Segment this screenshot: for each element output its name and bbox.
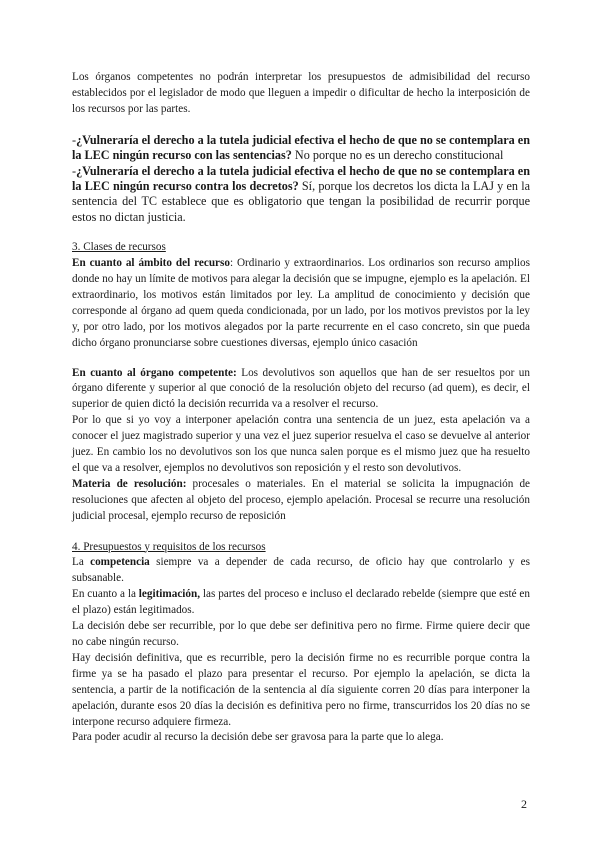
organo-text: Los devolutivos son aquellos que han de ser resueltos por un órgano diferente y superior al que conoció de la resolución objeto del recurso (ad quem), es decir, el superior de quien dictó la decisión recurrida va a resolver el recurso. xyxy=(72,366,530,411)
spacer xyxy=(72,525,530,540)
legitimacion-pre: En cuanto a la xyxy=(72,588,139,601)
competencia-label: competencia xyxy=(90,556,150,569)
section-3-heading: 3. Clases de recursos xyxy=(72,241,166,254)
section-4-heading: 4. Presupuestos y requisitos de los recursos xyxy=(72,540,266,553)
legitimacion-label: legitimación, xyxy=(138,588,201,601)
question-2-answer: Sí, porque los decretos los dicta la LAJ y en la sentencia del TC establece que es obligatorio que tengan la posibilidad de recurrir porque estos no dictan justicia. xyxy=(72,178,530,224)
legitimacion-text: las partes del proceso e incluso el declarado rebelde (siempre que esté en el plazo) están legitimados. xyxy=(72,588,530,617)
gravosa-paragraph: Para poder acudir al recurso la decisión debe ser gravosa para la parte que lo alega. xyxy=(72,731,444,744)
question-1-answer: No porque no es un derecho constitucional xyxy=(291,148,504,163)
organo-paragraph xyxy=(72,366,530,414)
question-2 xyxy=(72,164,530,226)
materia-paragraph xyxy=(72,477,530,525)
organo-label: En cuanto al órgano competente: xyxy=(72,366,237,379)
organo-example-paragraph: Por lo que si yo voy a interponer apelación contra una sentencia de un juez, esta apelación va a conocer el juez magistrado superior y una vez el juez superior resuelva el caso se devuelve al anterior juez. En cambio los no devolutivos son los que nunca salen porque es el mismo juez que ha resuelto el que va a resolver, ejemplos no devolutivos son reposición y el resto son devolutivos. xyxy=(72,414,530,474)
competencia-paragraph xyxy=(72,555,530,587)
spacer xyxy=(72,118,530,133)
competencia-text: siempre va a depender de cada recurso, de oficio hay que controlarlo y es subsanable. xyxy=(72,556,530,585)
question-1-text: ¿Vulneraría el derecho a la tutela judicial efectiva el hecho de que no se contemplara en la LEC ningún recurso con las sentencias? xyxy=(72,132,530,163)
definitiva-paragraph: Hay decisión definitiva, que es recurrible, pero la decisión firme no es recurrible porque contra la firme ya se ha pasado el plazo para presentar el recurso. Por ejemplo la apelación, se dicta la sentencia, a partir de la notificación de la sentencia al día siguiente corren 20 días para interponer la apelación, durante esos 20 días la decisión es definitiva pero no firme, transcurridos los 20 días no se interpone recurso adquiere firmeza. xyxy=(72,651,530,728)
materia-text: procesales o materiales. En el material se solicita la impugnación de resoluciones que afecten al objeto del proceso, ejemplo apelación. Procesal se recurre una resolución judicial procesal, ejemplo recurso de reposición xyxy=(72,477,530,522)
question-1-prefix: - xyxy=(72,132,77,147)
question-1 xyxy=(72,133,530,164)
ambito-label: En cuanto al ámbito del recurso xyxy=(72,257,230,270)
recurrible-paragraph: La decisión debe ser recurrible, por lo que debe ser definitiva pero no firme. Firme quiere decir que no cabe ningún recurso. xyxy=(72,620,530,648)
document-page xyxy=(72,70,530,746)
question-2-prefix: - xyxy=(72,163,77,178)
ambito-text: : Ordinario y extraordinarios. Los ordinarios son recurso amplios donde no hay un límite de motivos para alegar la decisión que se impugne, ejemplo es la apelación. El extraordinario, los motivos están limitados por ley. La amplitud de conocimiento y decisión que corresponde al órgano ad quem queda condicionada, por un lado, por los motivos previstos por la ley y, por otro lado, por los motivos alegados por la parte recurrente en el caso concreto, sin que pueda dicho órgano pronunciarse sobre cuestiones diversas, ejemplo único casación xyxy=(72,257,530,349)
intro-paragraph: Los órganos competentes no podrán interpretar los presupuestos de admisibilidad del recurso establecidos por el legislador de modo que lleguen a impedir o dificultar de hecho la interposición de los recursos por las partes. xyxy=(72,71,530,115)
ambito-paragraph xyxy=(72,256,530,351)
competencia-pre: La xyxy=(72,556,91,569)
spacer xyxy=(72,225,530,240)
question-2-text: ¿Vulneraría el derecho a la tutela judicial efectiva el hecho de que no se contemplara en la LEC ningún recurso contra los decretos? xyxy=(72,163,530,193)
legitimacion-paragraph xyxy=(72,587,530,619)
page-number: 2 xyxy=(521,797,527,811)
spacer xyxy=(72,352,530,366)
materia-label: Materia de resolución: xyxy=(72,477,187,490)
